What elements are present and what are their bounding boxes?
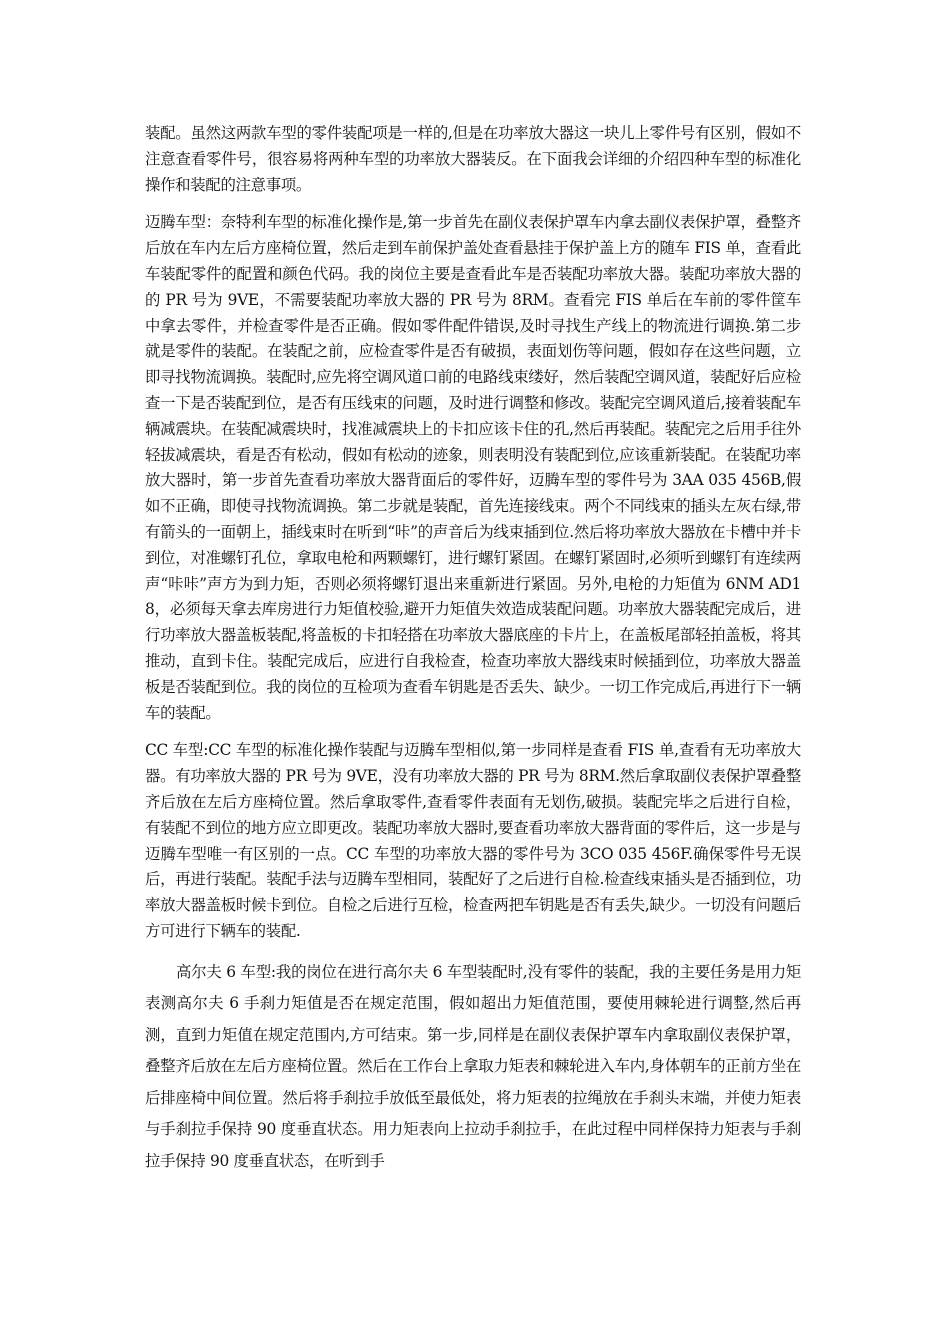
cc-paragraph: CC 车型:CC 车型的标准化操作装配与迈腾车型相似,第一步同样是查看 FIS 单,查看有无功率放大器。有功率放大器的 PR 号为 9VE，没有功率放大器的 PR 号为 8RM.然后拿取副仪表保护罩叠整齐后放在左后方座椅位置。然后拿取零件,查看零件表面有无划伤,破损。装配完毕之后进行自检，有装配不到位的地方应立即更改。装配功率放大器时,要查看功率放大器背面的零件后，这一步是与迈腾车型唯一有区别的一点。CC 车型的功率放大器的零件号为 3CO 035 456F.确保零件号无误后，再进行装配。装配手法与迈腾车型相同，装配好了之后进行自检.检查线束插头是否插到位，功率放大器盖板时候卡到位。自检之后进行互检，检查两把车钥匙是否有丢失,缺少。一切没有问题后方可进行下辆车的装配. [145,741,801,940]
intro-paragraph: 装配。虽然这两款车型的零件装配项是一样的,但是在功率放大器这一块儿上零件号有区别，假如不注意查看零件号，很容易将两种车型的功率放大器装反。在下面我会详细的介绍四种车型的标准化操作和装配的注意事项。 [145,124,801,194]
golf6-paragraph: 高尔夫 6 车型:我的岗位在进行高尔夫 6 车型装配时,没有零件的装配，我的主要任务是用力矩表测高尔夫 6 手刹力矩值是否在规定范围，假如超出力矩值范围，要使用棘轮进行调整,然后再测，直到力矩值在规定范围内,方可结束。第一步,同样是在副仪表保护罩车内拿取副仪表保护罩，叠整齐后放在左后方座椅位置。然后在工作台上拿取力矩表和棘轮进入车内,身体朝车的正前方坐在后排座椅中间位置。然后将手刹拉手放低至最低处，将力矩表的拉绳放在手刹头末端，并使力矩表与手刹拉手保持 90 度垂直状态。用力矩表向上拉动手刹拉手，在此过程中同样保持力矩表与手刹拉手保持 90 度垂直状态，在听到手 [145,962,801,1170]
document-page [145,121,801,1189]
magotan-paragraph: 迈腾车型：奈特利车型的标准化操作是,第一步首先在副仪表保护罩车内拿去副仪表保护罩，叠整齐后放在车内左后方座椅位置，然后走到车前保护盖处查看悬挂于保护盖上方的随车 FIS 单，查看此车装配零件的配置和颜色代码。我的岗位主要是查看此车是否装配功率放大器。装配功率放大器的的 PR 号为 9VE，不需要装配功率放大器的 PR 号为 8RM。查看完 FIS 单后在车前的零件筐车中拿去零件，并检查零件是否正确。假如零件配件错误,及时寻找生产线上的物流进行调换.第二步就是零件的装配。在装配之前，应检查零件是否有破损，表面划伤等问题，假如存在这些问题，立即寻找物流调换。装配时,应先将空调风道口前的电路线束缕好，然后装配空调风道，装配好后应检查一下是否装配到位，是否有压线束的问题，及时进行调整和修改。装配完空调风道后,接着装配车辆减震块。在装配减震块时，找准减震块上的卡扣应该卡住的孔,然后再装配。装配完之后用手往外轻拔减震块，看是否有松动，假如有松动的迹象，则表明没有装配到位,应该重新装配。在装配功率放大器时，第一步首先查看功率放大器背面后的零件好，迈腾车型的零件号为 3AA 035 456B,假如不正确，即使寻找物流调换。第二步就是装配，首先连接线束。两个不同线束的插头左灰右绿,带有箭头的一面朝上，插线束时在听到“咔”的声音后为线束插到位.然后将功率放大器放在卡槽中并卡到位，对准螺钉孔位，拿取电枪和两颗螺钉，进行螺钉紧固。在螺钉紧固时,必须听到螺钉有连续两声“咔咔”声方为到力矩，否则必须将螺钉退出来重新进行紧固。另外,电枪的力矩值为 6NM AD18，必须每天拿去库房进行力矩值校验,避开力矩值失效造成装配问题。功率放大器装配完成后，进行功率放大器盖板装配,将盖板的卡扣轻搭在功率放大器底座的卡片上，在盖板尾部轻拍盖板，将其推动，直到卡住。装配完成后，应进行自我检查，检查功率放大器线束时候插到位，功率放大器盖板是否装配到位。我的岗位的互检项为查看车钥匙是否丢失、缺少。一切工作完成后,再进行下一辆车的装配。 [145,213,801,722]
